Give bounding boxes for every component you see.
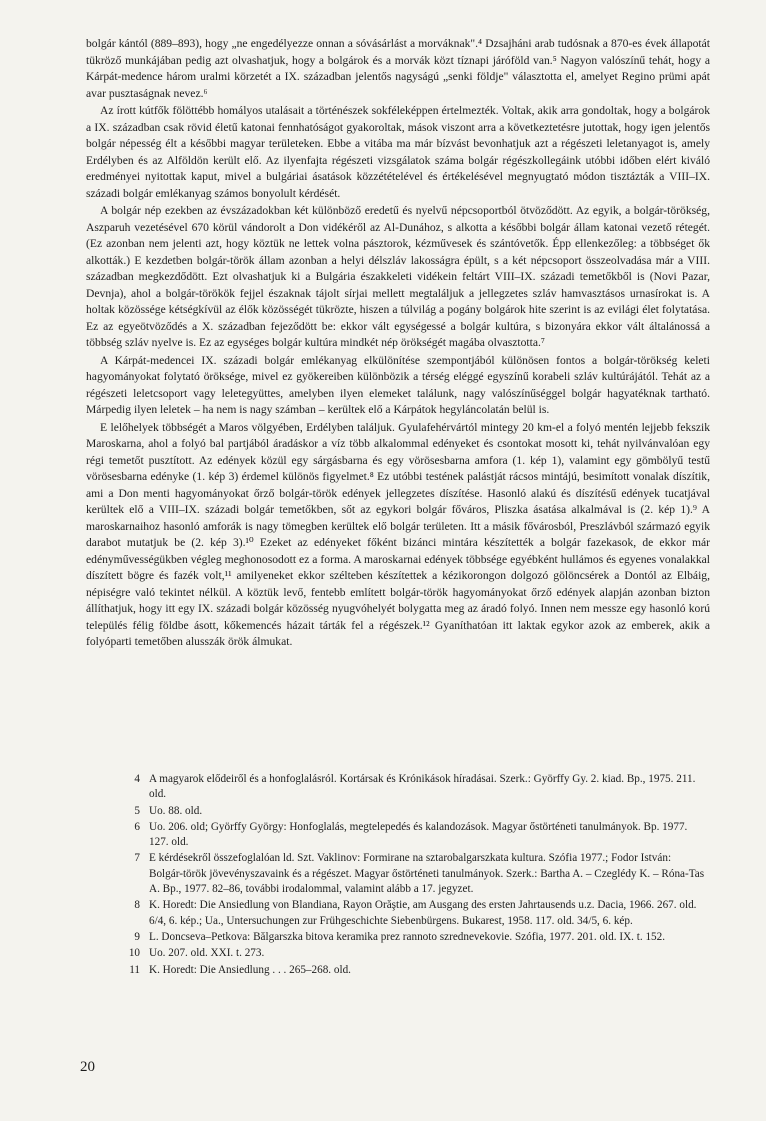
paragraph: E lelőhelyek többségét a Maros völgyében, Erdélyben találjuk. Gyulafehérvártól mintegy 20 km-el a folyó mentén lejjebb fekszik Maroskarna, ahol a folyó bal partjából áradáskor a víz több alkalommal edényeket és csontokat mosott ki, tehát nyilvánvalóan egy régi temetőt pusztított. Az edények közül egy sárgásbarna és egy vörösesbarna amfora (1. kép 1), valamint egy gömbölyű testű vörösesbarna edényke (1. kép 3) érdemel különös figyelmet.⁸ Ez utóbbi testének palástját rácsos mintájú, besimított vonalak díszítik, ami a Don menti hagyományokat őrző bolgár-török edények jellegzetes díszítése. Hasonló alakú és díszítésű edények tucatjával kerültek elő a VIII–IX. századi bolgár temetőkben, sőt az egykori bolgár főváros, Pliszka ásatása alkalmával is (2. kép 1).⁹ A maroskarnaihoz hasonló amforák is nagy tömegben kerültek elő bolgár területen. Itt a másik fővárosból, Preszlávból származó egyik darabot mutatjuk be (2. kép 3).¹⁰ Ezeket az edényeket főként bizánci mintára készítették a bolgár fazekasok, de ekkor már edényművességükben végleg meghonosodott ez a forma. A maroskarnai edények többsége egyébként hullámos és egyenes vonalakkal díszített bögre és fazék volt,¹¹ amilyeneket ekkor szélteben készítettek a kézikorongon dolgozó gölöncsérek a Dontól az Elbáig, népiségre való tekintet nélkül. A köztük levő, fentebb említett bolgár-török hagyományokat őrző edények alapján azonban bizton állíthatjuk, hogy itt egy IX. századi bolgár közösség nyugvóhelyét bolygatta meg az áradó folyó. Innen nem messze egy hasonló korú település félig földbe ásott, kőkemencés házait tárták fel a régészek.¹² Gyaníthatóan itt laktak egykor azok az emberek, akik a folyóparti temetőben alusszák örök álmukat.	[86, 420, 710, 648]
footnote-number: 9	[134, 930, 140, 943]
footnote-number: 10	[128, 947, 140, 960]
footnote-number: 11	[129, 963, 140, 976]
footnote	[120, 930, 706, 945]
footnote-text: K. Horedt: Die Ansiedlung von Blandiana, Rayon Orăştie, am Ausgang des ersten Jahrtausends u.z. Dacia, 1966. 267. old. 6/4, 6. kép.; Ua., Untersuchungen zur Frühgeschichte Siebenbürgens. Bukarest, 1958. 117. old. 34/5, 6. kép.	[149, 899, 697, 927]
footnote	[120, 772, 706, 803]
footnote-text: E kérdésekről összefoglalóan ld. Szt. Vaklinov: Formirane na sztarobalgarszkata kultura. Szófia 1977.; Fodor István: Bolgár-török jövevényszavaink és a régészet. Magyar őstörténeti tanulmányok. Szerk.: Bartha A. – Czeglédy K. – Róna-Tas A. Bp., 1977. 82–86, további irodalommal, valamint alább a 17. jegyzet.	[149, 852, 705, 896]
paragraph: bolgár kántól (889–893), hogy „ne engedélyezze onnan a sóvásárlást a morváknak".⁴ Dzsajháni arab tudósnak a 870-es évek állapotát tükröző munkájában pedig azt olvashatjuk, hogy a bolgárok és a morvák közt tíznapi járóföld van.⁵ Nagyon valószínű tehát, hogy a Kárpát-medence három uralmi körzetét a IX. században jelentős nagyságú „senki földje" választotta el, amelyet Regino prümi apát avar pusztaságnak nevez.⁶	[86, 37, 710, 100]
footnote-number: 7	[134, 852, 140, 865]
paragraph: A Kárpát-medencei IX. századi bolgár emlékanyag elkülönítése szempontjából különösen fontos a bolgár-törökség keleti hagyományokat folytató öröksége, mivel ez gyökereiben különbözik a térség eléggé egyszínű korabeli szláv kultúrájától. Tehát az a régészeti leletcsoport vagy leletegyüttes, amelyben ilyen elemeket találunk, nagy valószínűséggel bolgár hagyatéknak tartható. Márpedig ilyen leletek – ha nem is nagy számban – kerültek elő a Kárpátok hegyláncolatán belül is.	[86, 353, 710, 416]
footnote-text: A magyarok elődeiről és a honfoglalásról. Kortársak és Krónikások híradásai. Szerk.: Györffy Gy. 2. kiad. Bp., 1975. 211. old.	[149, 773, 696, 801]
page-number: 20	[80, 1059, 95, 1075]
footnote-text: Uo. 207. old. XXI. t. 273.	[149, 947, 265, 960]
footnote-number: 5	[134, 804, 140, 817]
footnote	[120, 898, 706, 929]
footnote-number: 4	[134, 773, 140, 785]
paragraph: A bolgár nép ezekben az évszázadokban két különböző eredetű és nyelvű népcsoportból ötvöződött. Az egyik, a bolgár-törökség, Aszparuh vezetésével 670 körül vándorolt a Don vidékéről az Al-Dunához, s alkotta a későbbi bolgár állam katonai vezető rétegét. (Ez azonban nem jelenti azt, hogy köztük ne lettek volna pásztorok, kézművesek és szántóvetők. Épp ellenkezőleg: a többséget ők alkották.) E kezdetben bolgár-török állam azonban a helyi délszláv lakosságra épült, s a két népcsoport összeolvadása már a VIII. században megkezdődött. Ezt olvashatjuk ki a Bulgária északkeleti vidékein feltárt VIII–IX. századi temetőkből is (Novi Pazar, Devnja), ahol a bolgár-törökök fejjel északnak tájolt sírjai mellett megtaláljuk a jellegzetes szláv hamvasztásos urnasírokat is. A holtak közössége kétségkívül az élők közösségét tükrözte, hiszen a túlvilág a pogány bolgárok hite szerint is az evilági élet folytatása. Ez az egyeötvöződés a X. században fejeződött be: ekkor vált egységessé a bolgár kultúra, s bizonyára ekkor vált általánossá a többség szláv nyelve is. Ez az egységes bolgár kultúra mindkét nép örökségét magába olvasztotta.⁷	[86, 204, 710, 349]
footnote	[120, 851, 706, 897]
footnote-text: L. Doncseva–Petkova: Bălgarszka bitova keramika prez rannoto szrednevekovie. Szófia, 1977. 201. old. IX. t. 152.	[149, 930, 666, 943]
footnote	[120, 804, 706, 819]
footnote-text: Uo. 206. old; Györffy György: Honfoglalás, megtelepedés és kalandozások. Magyar őstörténeti tanulmányok. Bp. 1977. 127. old.	[149, 820, 688, 849]
footnote	[120, 946, 706, 961]
footnote	[120, 820, 706, 851]
footnote-number: 8	[134, 899, 140, 912]
footnote-text: Uo. 88. old.	[149, 804, 203, 817]
footnote-number: 6	[134, 820, 140, 833]
footnotes	[120, 772, 706, 979]
footnote-text: K. Horedt: Die Ansiedlung . . . 265–268. old.	[149, 963, 351, 976]
main-text	[86, 36, 710, 652]
paragraph: Az írott kútfők fölöttébb homályos utalásait a történészek sokféleképpen értelmezték. Voltak, akik arra gondoltak, hogy a bolgárok a IX. században csak rövid életű katonai fennhatóságot gyakoroltak, mások viszont arra a következtetésre jutottak, hogy igen jelentős bolgár népesség élt a későbbi magyar területeken. Ebbe a vitába ma már bízvást bevonhatjuk azt a régészeti leletanyagot is, amely Erdélyben és az Alföldön került elő. Az ilyenfajta régészeti vizsgálatok száma bolgár régészkollegáink utóbbi időben elért kiváló eredményei nyitottak kaput, mivel a bulgáriai ásatások közzétételével és értékelésével megnyugtató módon tisztázták a VIII–IX. századi bolgár emlékanyag számos bonyolult kérdését.	[86, 104, 710, 200]
footnote	[120, 963, 706, 978]
